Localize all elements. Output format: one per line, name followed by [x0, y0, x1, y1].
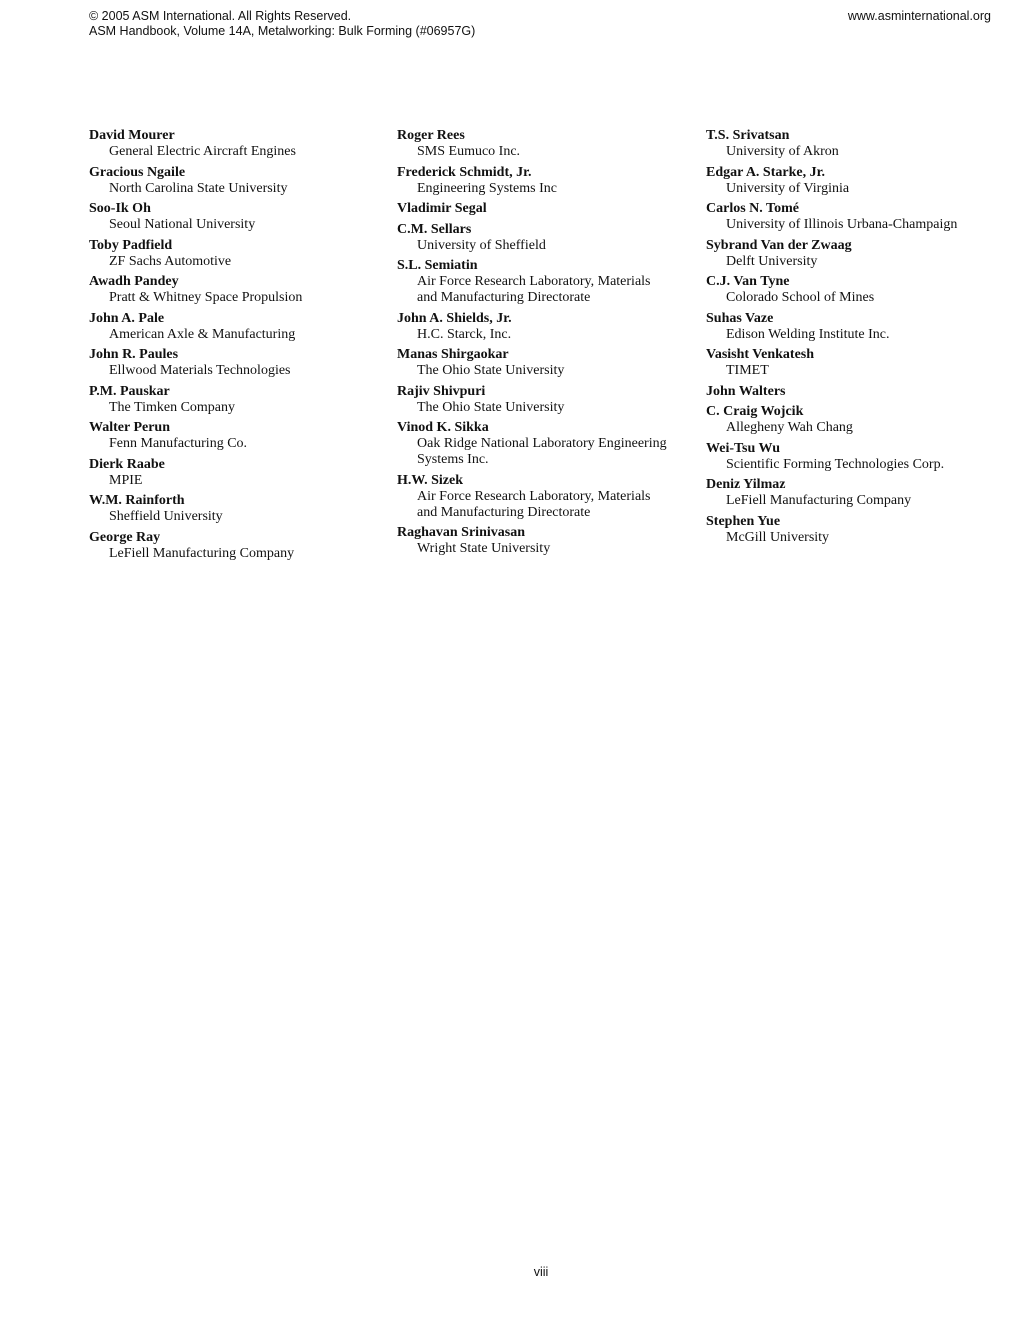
contributor-affiliation: McGill University — [726, 529, 830, 545]
contributor-name: C. Craig Wojcik — [706, 404, 804, 419]
contributor-affiliation: SMS Eumuco Inc. — [417, 144, 521, 159]
page-header-left — [89, 9, 475, 38]
contributor-entry — [706, 238, 996, 270]
contributor-name: John Walters — [706, 383, 786, 399]
contributor-entry — [397, 128, 697, 160]
contributor-entry — [706, 128, 996, 160]
contributor-entry — [89, 457, 389, 489]
contributor-entry — [706, 311, 996, 343]
contributor-affiliation: The Timken Company — [109, 399, 236, 415]
contributor-name: Awadh Pandey — [89, 274, 179, 289]
contributor-entry — [706, 165, 996, 197]
contributor-name: Wei-Tsu Wu — [706, 440, 781, 456]
contributor-entry — [89, 128, 389, 160]
contributor-name: Vasisht Venkatesh — [706, 347, 815, 362]
contributor-affiliation: LeFiell Manufacturing Company — [109, 545, 295, 561]
contributor-name: Stephen Yue — [706, 513, 781, 529]
contributor-entry — [706, 274, 996, 306]
contributor-affiliation: North Carolina State University — [109, 180, 288, 196]
copyright-notice: © 2005 ASM International. All Rights Reserved. — [89, 9, 352, 23]
contributor-name: P.M. Pauskar — [89, 383, 170, 399]
contributor-column-2 — [397, 128, 697, 562]
contributor-name: John A. Shields, Jr. — [397, 310, 512, 326]
contributor-affiliation: Pratt & Whitney Space Propulsion — [109, 290, 303, 305]
contributor-affiliation: University of Akron — [726, 144, 839, 159]
contributor-entry — [397, 384, 697, 416]
contributor-affiliation: Scientific Forming Technologies Corp. — [726, 456, 945, 472]
contributor-name: Walter Perun — [89, 420, 171, 435]
contributor-affiliation: American Axle & Manufacturing — [109, 326, 296, 342]
contributor-name: John R. Paules — [89, 347, 179, 362]
contributor-affiliation: Delft University — [726, 253, 818, 269]
contributor-affiliation: LeFiell Manufacturing Company — [726, 493, 912, 508]
contributor-entry — [89, 201, 389, 233]
contributor-name: John A. Pale — [89, 310, 165, 326]
contributor-name: Vinod K. Sikka — [397, 420, 489, 435]
contributor-name: C.J. Van Tyne — [706, 274, 790, 289]
contributor-affiliation: Edison Welding Institute Inc. — [726, 326, 890, 342]
contributor-affiliation: and Manufacturing Directorate — [417, 290, 591, 305]
contributor-affiliation: Ellwood Materials Technologies — [109, 363, 291, 378]
contributor-entry — [397, 473, 697, 521]
contributor-column-1 — [89, 128, 389, 566]
contributor-name: Toby Padfield — [89, 237, 173, 253]
contributor-name: George Ray — [89, 529, 161, 545]
contributor-entry — [397, 525, 697, 557]
contributor-affiliation: Fenn Manufacturing Co. — [109, 436, 248, 451]
contributor-name: Frederick Schmidt, Jr. — [397, 164, 532, 180]
contributor-name: W.M. Rainforth — [89, 493, 185, 508]
contributor-affiliation: and Manufacturing Directorate — [417, 504, 591, 520]
contributor-entry — [397, 420, 697, 468]
contributor-entry — [706, 384, 996, 400]
contributor-entry — [89, 493, 389, 525]
contributor-entry — [89, 311, 389, 343]
contributor-name: Dierk Raabe — [89, 456, 165, 472]
contributor-affiliation: Sheffield University — [109, 509, 223, 524]
contributor-entry — [397, 258, 697, 306]
contributor-affiliation: H.C. Starck, Inc. — [417, 326, 512, 342]
contributor-affiliation: Allegheny Wah Chang — [726, 420, 853, 435]
contributor-name: H.W. Sizek — [397, 472, 463, 488]
contributor-name: C.M. Sellars — [397, 221, 472, 237]
contributor-name: Suhas Vaze — [706, 310, 774, 326]
contributor-entry — [89, 530, 389, 562]
book-title: ASM Handbook, Volume 14A, Metalworking: Bulk Forming (#06957G) — [89, 23, 476, 38]
contributor-name: Manas Shirgaokar — [397, 347, 509, 362]
contributor-affiliation: Systems Inc. — [417, 452, 489, 467]
website-link[interactable]: www.asminternational.org — [847, 9, 991, 23]
contributor-entry — [89, 238, 389, 270]
contributor-affiliation: TIMET — [726, 363, 769, 378]
contributor-name: T.S. Srivatsan — [706, 128, 790, 143]
contributor-affiliation: University of Virginia — [726, 180, 850, 196]
contributor-entry — [706, 347, 996, 379]
contributor-entry — [397, 201, 697, 217]
contributor-name: Sybrand Van der Zwaag — [706, 237, 852, 253]
contributor-affiliation: ZF Sachs Automotive — [109, 253, 232, 269]
contributor-affiliation: The Ohio State University — [417, 399, 565, 415]
contributor-entry — [706, 477, 996, 509]
contributor-entry — [89, 384, 389, 416]
contributor-affiliation: MPIE — [109, 472, 143, 488]
contributor-name: S.L. Semiatin — [397, 258, 478, 273]
contributor-entry — [89, 420, 389, 452]
contributor-name: Soo-Ik Oh — [89, 201, 151, 216]
contributor-name: David Mourer — [89, 128, 175, 143]
contributor-affiliation: Air Force Research Laboratory, Materials — [417, 274, 651, 289]
contributor-affiliation: University of Sheffield — [417, 237, 546, 253]
contributor-entry — [706, 201, 996, 233]
contributor-name: Raghavan Srinivasan — [397, 525, 525, 540]
contributor-entry — [89, 347, 389, 379]
contributor-name: Roger Rees — [397, 128, 465, 143]
contributor-name: Vladimir Segal — [397, 201, 487, 216]
contributor-affiliation: Seoul National University — [109, 217, 256, 232]
contributor-affiliation: Air Force Research Laboratory, Materials — [417, 488, 651, 504]
contributor-affiliation: The Ohio State University — [417, 363, 565, 378]
contributor-name: Edgar A. Starke, Jr. — [706, 164, 826, 180]
contributor-affiliation: General Electric Aircraft Engines — [109, 144, 296, 159]
contributor-entry — [397, 311, 697, 343]
contributor-entry — [706, 404, 996, 436]
contributor-affiliation: Colorado School of Mines — [726, 290, 875, 305]
contributor-entry — [397, 222, 697, 254]
contributor-name: Gracious Ngaile — [89, 164, 186, 180]
contributor-affiliation: Oak Ridge National Laboratory Engineering — [417, 436, 667, 451]
contributor-name: Carlos N. Tomé — [706, 201, 799, 216]
contributor-entry — [89, 165, 389, 197]
contributor-column-3 — [706, 128, 996, 550]
page-number: viii — [533, 1265, 549, 1279]
contributor-name: Rajiv Shivpuri — [397, 383, 486, 399]
contributor-entry — [706, 514, 996, 546]
contributor-entry — [89, 274, 389, 306]
contributor-affiliation: Engineering Systems Inc — [417, 180, 557, 196]
contributor-entry — [397, 347, 697, 379]
contributor-name: Deniz Yilmaz — [706, 477, 786, 492]
contributor-affiliation: University of Illinois Urbana-Champaign — [726, 217, 958, 232]
contributor-affiliation: Wright State University — [417, 541, 551, 556]
contributor-entry — [397, 165, 697, 197]
contributor-entry — [706, 441, 996, 473]
